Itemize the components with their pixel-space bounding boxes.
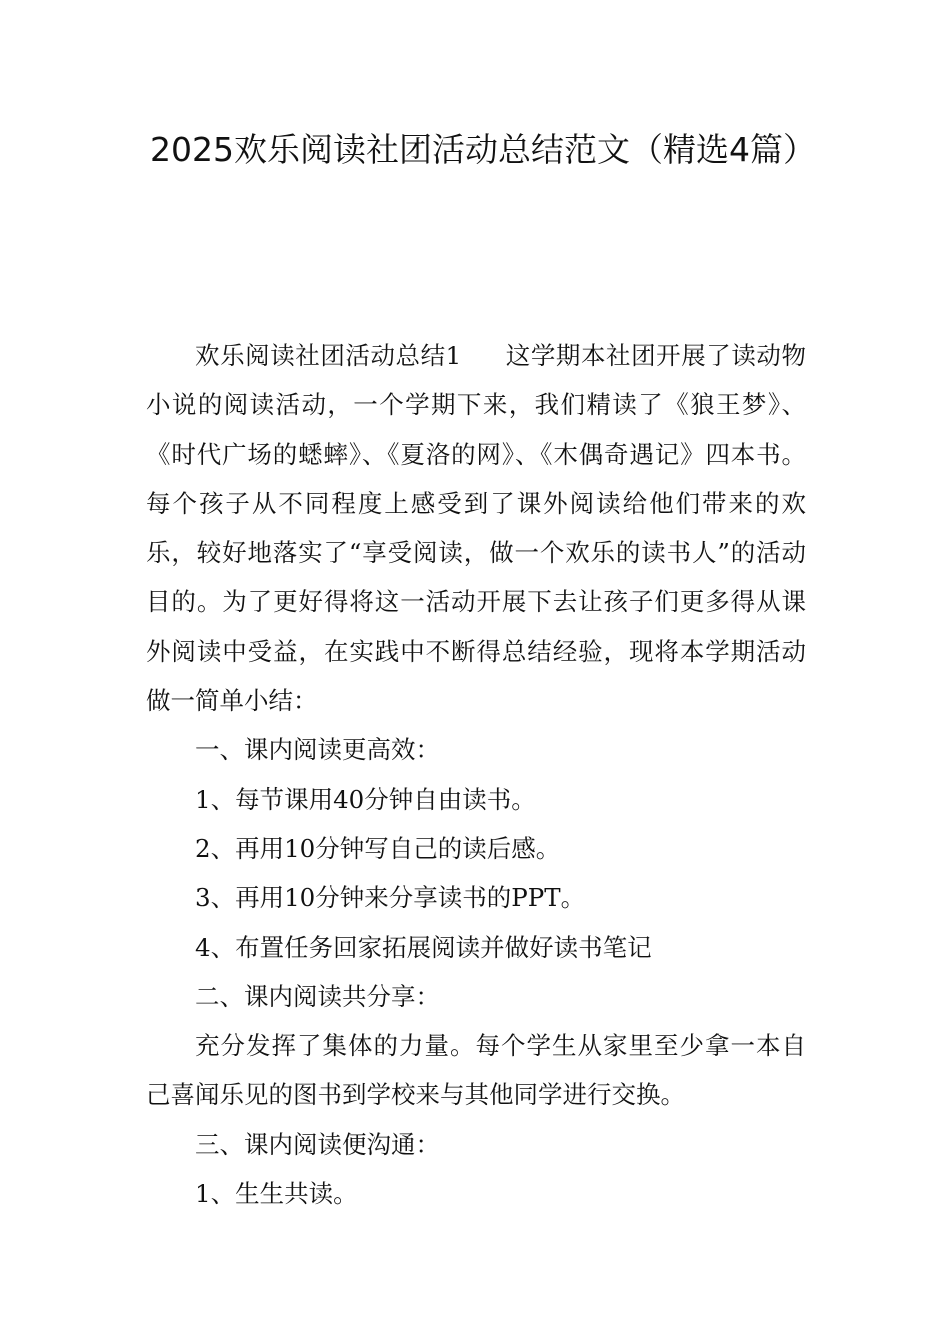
paragraph-2: 1、每节课用40分钟自由读书。 — [195, 784, 536, 814]
paragraph-6: 二、课内阅读共分享： — [195, 981, 440, 1011]
intro-text: 这学期本社团开展了读动物小说的阅读活动，一个学期下来，我们精读了《狼王梦》、《时代广场的蟋蟀》、《夏洛的网》、《木偶奇遇记》四本书。每个孩子从不同程度上感受到了课外阅读给他们带来的欢乐，较好地落实了“享受阅读，做一个欢乐的读书人”的活动目的。为了更好得将这一活动开展下去让孩子们更多得从课外阅读中受益，在实践中不断得总结经验，现将本学期活动做一简单小结： — [146, 341, 807, 716]
paragraph-7: 充分发挥了集体的力量。每个学生从家里至少拿一本自己喜闻乐见的图书到学校来与其他同学进行交换。 — [146, 1031, 806, 1110]
document-body — [146, 331, 806, 1218]
paragraph-4: 3、再用10分钟来分享读书的PPT。 — [195, 883, 586, 913]
paragraph-3: 2、再用10分钟写自己的读后感。 — [195, 833, 561, 863]
paragraph-5: 4、布置任务回家拓展阅读并做好读书笔记 — [195, 932, 652, 962]
paragraph-1: 一、课内阅读更高效： — [195, 735, 440, 765]
section-heading: 欢乐阅读社团活动总结1 — [195, 341, 462, 370]
paragraph-9: 1、生生共读。 — [195, 1179, 358, 1209]
intro-paragraph — [146, 331, 806, 725]
document-title: 2025欢乐阅读社团活动总结范文（精选4篇） — [150, 130, 816, 169]
paragraph-8: 三、课内阅读便沟通： — [195, 1129, 440, 1159]
